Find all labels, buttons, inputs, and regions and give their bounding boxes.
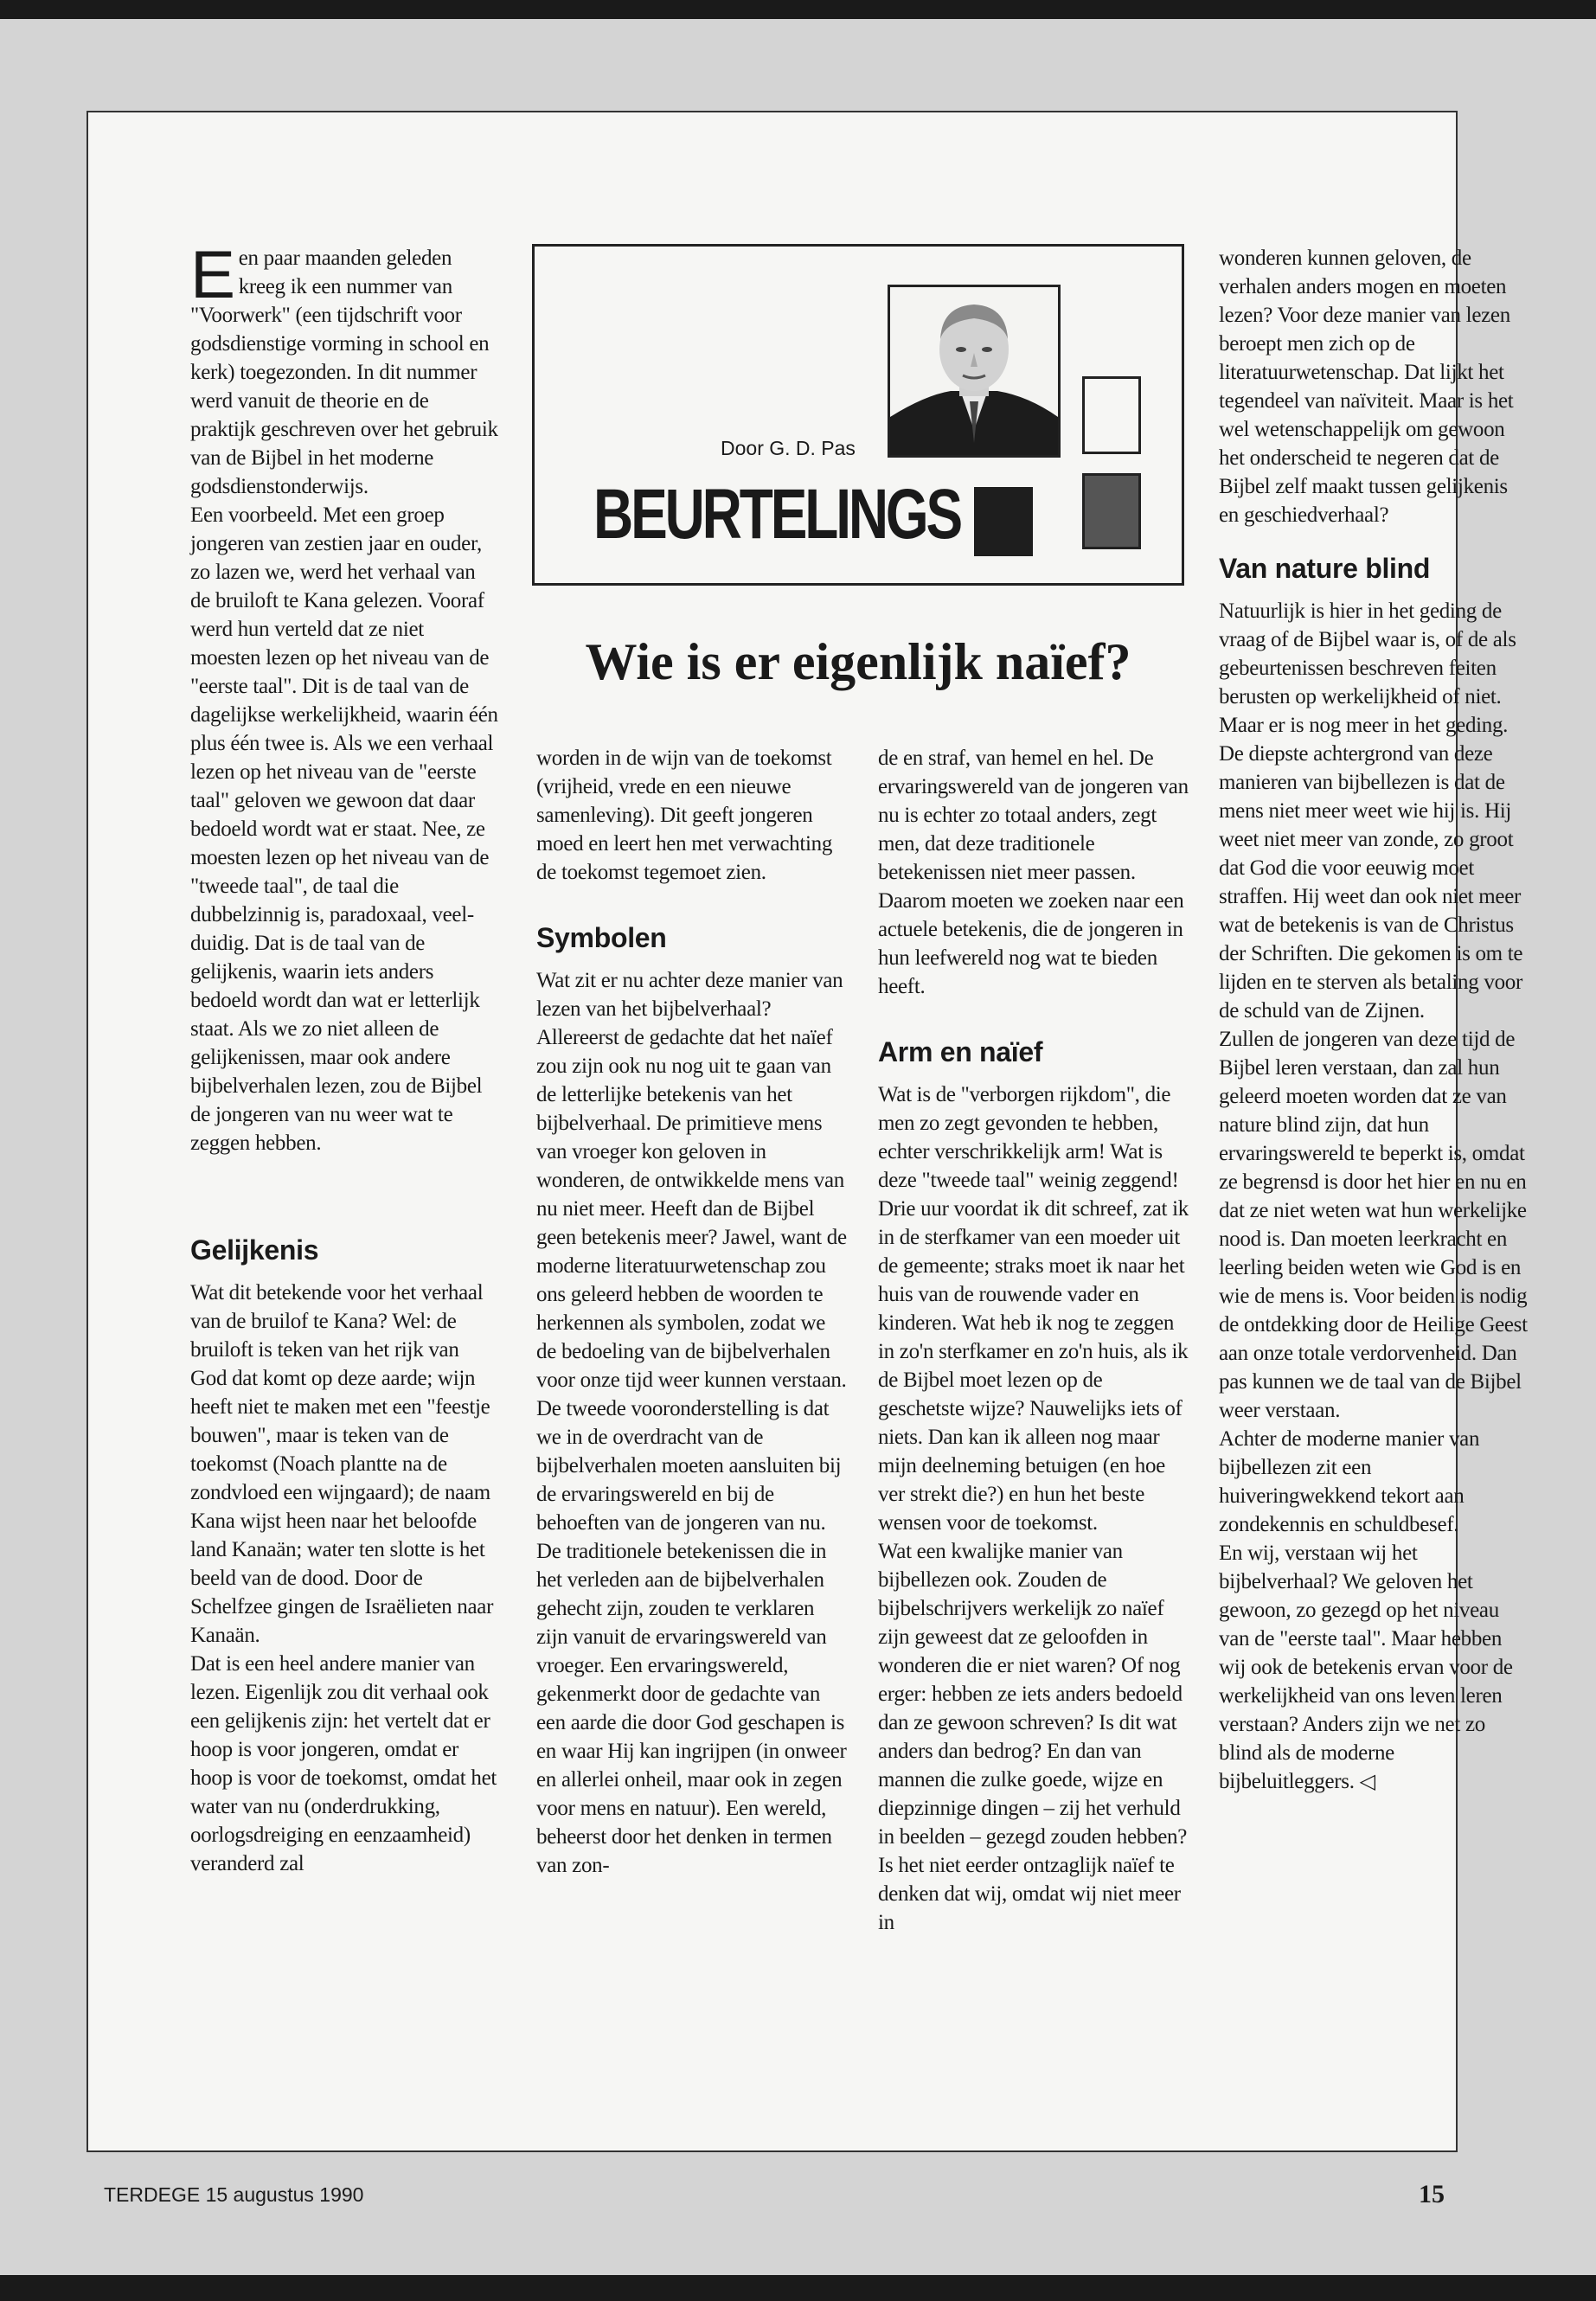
paragraph: Dat is een heel andere manier van lezen. Eigenlijk zou dit verhaal ook een gelijkenis zijn: het vertelt dat er hoop is voor jongeren, omdat er hoop is voor de toekomst, omdat het water van nu (onderdrukking, oorlogsdreiging en eenzaamheid) veranderd zal (190, 1652, 497, 1875)
paragraph: De traditionele betekenissen die in het verleden aan de bijbelverhalen gehecht zijn, zouden te verklaren zijn vanuit de ervaringswereld van vroeger. Een ervaringswereld, gekenmerkt door de gedachte van een aarde die door God geschapen is en waar Hij kan ingrijpen (in onweer en allerlei onheil, maar ook in zegen voor mens en natuur). Een wereld, beheerst door het denken in termen van zon- (536, 1540, 847, 1877)
paragraph: Zullen de jongeren van deze tijd de Bijbel leren verstaan, dan zal hun geleerd moeten worden dat ze van nature blind zijn, dat hun ervaringswereld te beperkt is, omdat ze begrensd is door het hier en nu en dat ze niet weten wat hun werkelijke nood is. Dan moeten leerkracht en leerling beiden weten wie God is en wie de mens is. Voor beiden is nodig de ontdekking door de Heilige Geest aan onze totale verdorvenheid. Dan pas kunnen we de taal van de Bijbel weer verstaan. (1219, 1028, 1528, 1422)
paragraph: Is het niet eerder ontzaglijk naïef te denken dat wij, omdat wij niet meer in (878, 1854, 1181, 1934)
article-headline: Wie is er eigenlijk naïef? (585, 633, 1131, 690)
decorative-square-grey (1082, 473, 1141, 549)
paragraph: wonderen kunnen geloven, de verhalen anders mogen en moeten lezen? Voor deze manier van lezen beroept men zich op de literatuurwetenschap. Dat lijkt het tegendeel van naïviteit. Maar is het wel wetenschappelijk om gewoon het onderscheid te negeren dat de Bijbel zelf maakt tussen gelijkenis en geschiedverhaal? (1219, 247, 1514, 527)
section-heading: Symbolen (536, 922, 667, 953)
article-column-1 (190, 236, 498, 1878)
paragraph (1219, 1539, 1532, 1796)
brand-square-black (974, 487, 1033, 556)
paragraph: Wat is de "verborgen rijkdom", die men zo zegt gevonden te hebben, echter verschrikkelijk arm! Wat is deze "tweede taal" weinig zeggend! Drie uur voordat ik dit schreef, zat ik in de sterfkamer van een moeder uit de gemeente; straks moet ik naar het huis van de rouwende vader en kinderen. Wat heb ik nog te zeggen in zo'n sterfkamer en zo'n huis, als ik de Bijbel moet lezen op de geschetste wijze? Nauwelijks iets of niets. Dan kan ik alleen nog maar mijn deelneming betuigen (en hoe ver strekt die?) en hun het beste wensen voor de toekomst. (878, 1083, 1189, 1535)
column-brand-title: BEURTELINGS (593, 475, 961, 554)
paragraph-text: En wij, verstaan wij het bijbelverhaal? We geloven het gewoon, zo gezegd op het niveau van de "eerste taal". Maar hebben wij ook de betekenis ervan voor de werkelijkheid van ons leven leren verstaan? Anders zijn we net zo blind als de moderne bijbeluitleggers. (1219, 1541, 1513, 1793)
paragraph: Wat dit betekende voor het verhaal van de bruilof te Kana? Wel: de bruiloft is teken van het rijk van God dat komt op deze aarde; wijn heeft niet te maken met een "feestje bouwen", maar is teken van de toekomst (Noach plantte na de zondvloed een wijngaard); de naam Kana wijst heen naar het beloofde land Kanaän; water ten slotte is het beeld van de dood. Door de Schelfzee gingen de Israëlieten naar Kanaän. (190, 1281, 494, 1647)
article-column-4 (1219, 244, 1532, 1796)
author-byline: Door G. D. Pas (721, 437, 856, 459)
paragraph: Achter de moderne manier van bijbellezen zit een huiveringwekkend tekort aan zondekennis en schuldbesef. (1219, 1427, 1480, 1536)
column-header-box (532, 244, 1184, 586)
paragraph: worden in de wijn van de toekomst (vrijheid, vrede en een nieuwe samenleving). Dit geeft jongeren moed en leert hen met verwachting de toekomst tegemoet zien. (536, 747, 833, 884)
paragraph: Een voorbeeld. Met een groep jongeren van zestien jaar en ouder, zo lazen we, werd het verhaal van de bruiloft te Kana gelezen. Vooraf werd hun verteld dat ze niet moesten lezen op het niveau van de "eerste taal". Dit is de taal van de dagelijkse werkelijkheid, waarin één plus één twee is. Als we een verhaal lezen op het niveau van de "eerste taal" geloven we gewoon dat daar bedoeld wordt wat er staat. Nee, ze moesten lezen op het niveau van de "tweede taal", de taal die dubbelzinnig is, paradoxaal, veel-duidig. Dat is de taal van de gelijkenis, waarin iets anders bedoeld wordt dan wat er letterlijk staat. Als we zo niet alleen de gelijkenissen, maar ook andere bijbelverhalen lezen, zou de Bijbel de jongeren van nu weer wat te zeggen hebben. (190, 503, 498, 1155)
paragraph: Natuurlijk is hier in het geding de vraag of de Bijbel waar is, of de als gebeurtenissen beschreven feiten berusten op werkelijkheid of niet. (1219, 599, 1516, 708)
paragraph: Wat zit er nu achter deze manier van lezen van het bijbelverhaal? Allereerst de gedachte dat het naïef zou zijn ook nu nog uit te gaan van de letterlijke betekenis van het bijbelverhaal. De primitieve mens van vroeger kon geloven in wonderen, de ontwikkelde mens van nu niet meer. Heeft dan de Bijbel geen betekenis meer? Jawel, want de moderne literatuurwetenschap zou ons geleerd hebben de woorden te herkennen als symbolen, zodat we de bedoeling van de bijbelverhalen voor onze tijd weer kunnen verstaan. (536, 969, 847, 1392)
drop-cap: E (190, 236, 235, 312)
paragraph: de en straf, van hemel en hel. De ervaringswereld van de jongeren van nu is echter zo totaal anders, zegt men, dat deze traditionele betekenissen niet meer passen. Daarom moeten we zoeken naar een actuele betekenis, die de jongeren in hun leefwereld nog wat te bieden heeft. (878, 747, 1189, 998)
end-of-article-icon: ◁ (1359, 1769, 1375, 1793)
publication-date: TERDEGE 15 augustus 1990 (104, 2183, 364, 2206)
author-photo (888, 285, 1061, 458)
paragraph: Maar er is nog meer in het geding. De diepste achtergrond van deze manieren van bijbellezen is dat de mens niet meer weet wie hij is. Hij weet niet meer van zonde, zo groot dat God die voor eeuwig moet straffen. Hij weet dan ook niet meer wat de betekenis is van de Christus der Schriften. Die gekomen is om te lijden en te sterven als betaling voor de schuld van de Zijnen. (1219, 714, 1523, 1022)
top-scan-border (0, 0, 1596, 19)
paragraph: De tweede vooronderstelling is dat we in de overdracht van de bijbelverhalen moeten aansluiten bij de ervaringswereld en bij de behoeften van de jongeren van nu. (536, 1397, 842, 1535)
section-heading: Van nature blind (1219, 553, 1431, 584)
paragraph: en paar maanden geleden kreeg ik een nummer van "Voorwerk" (een tijdschrift voor godsdienstige vorming in school en kerk) toegezonden. In dit nummer werd vanuit de theorie en de praktijk geschreven over het gebruik van de Bijbel in het moderne godsdienstonderwijs. (190, 247, 498, 498)
section-heading: Arm en naïef (878, 1036, 1043, 1067)
section-heading: Gelijkenis (190, 1234, 319, 1266)
article-column-2 (536, 744, 848, 1880)
decorative-square-outline (1082, 376, 1141, 454)
bottom-scan-border (0, 2275, 1596, 2301)
paragraph: Wat een kwalijke manier van bijbellezen ook. Zouden de bijbelschrijvers werkelijk zo naïef zijn geweest dat ze geloofden in wonderen die er niet waren? Of nog erger: hebben ze iets anders bedoeld dan ze gewoon schreven? Is dit wat anders dan bedrog? En dan van mannen die zulke goede, wijze en diepzinnige dingen – zij het verhuld in beelden – gezegd zouden hebben? (878, 1540, 1188, 1849)
page-number: 15 (1419, 2180, 1445, 2208)
article-column-3 (878, 744, 1189, 1937)
portrait-image (890, 287, 1058, 455)
magazine-page (87, 111, 1528, 2152)
